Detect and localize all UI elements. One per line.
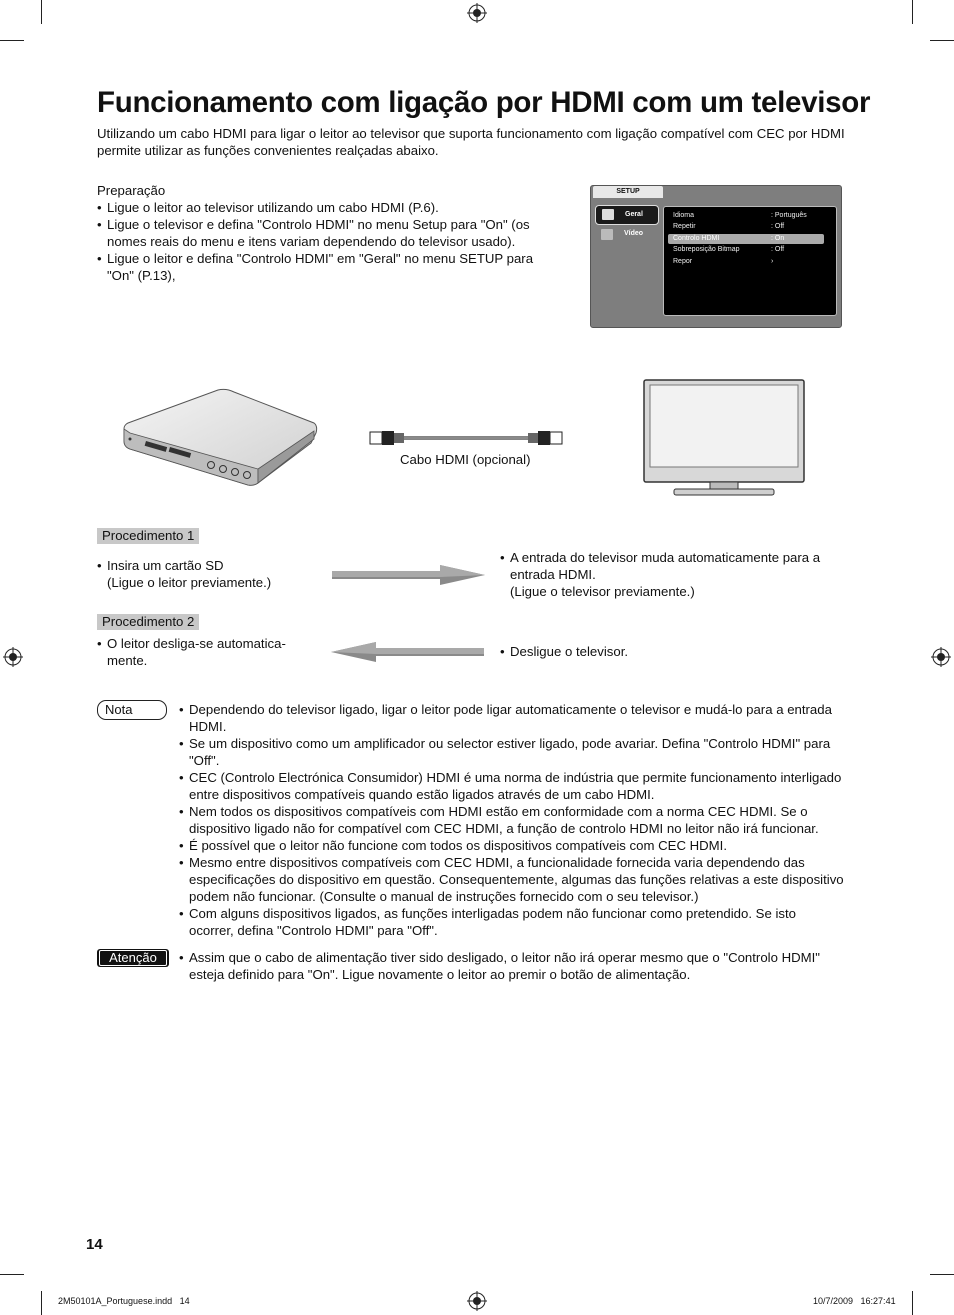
note-label: Nota	[105, 702, 133, 717]
setup-row-key: Idioma	[673, 212, 695, 219]
procedure-2-right-text	[500, 643, 850, 660]
caution-item: • Assim que o cabo de alimentação tiver sido desligado, o leitor não irá operar mesmo que o "Controlo HDMI" esteja definido para "On". Ligue novamente o leitor ao premir o botão de alimentação.	[179, 949, 844, 983]
registration-mark-icon	[467, 3, 487, 23]
notes-list	[179, 701, 844, 939]
registration-mark-icon	[3, 647, 23, 667]
note-item: • Dependendo do televisor ligado, ligar o leitor pode ligar automaticamente o televisor e mudá-lo para a entrada HDMI.	[179, 701, 844, 735]
page-title: Funcionamento com ligação por HDMI com um televisor	[97, 86, 871, 119]
hdmi-cable-illustration	[368, 428, 568, 448]
footer-date: 10/7/2009 16:27:41	[813, 1296, 896, 1306]
note-item: • É possível que o leitor não funcione com todos os dispositivos compatíveis com CEC HDMI.	[179, 837, 844, 854]
crop-mark	[0, 40, 24, 41]
note-item: • Com alguns dispositivos ligados, as funções interligadas podem não funcionar como pretendido. Se isto ocorrer, defina "Controlo HDMI" para "Off".	[179, 905, 844, 939]
note-label-box	[97, 700, 167, 720]
registration-mark-icon	[467, 1291, 487, 1311]
procedure-1-right-text	[500, 549, 850, 600]
setup-row-key: Repor	[673, 258, 693, 265]
setup-row-value: : Off	[771, 246, 785, 253]
procedure-2-right-line: • Desligue o televisor.	[500, 643, 850, 660]
procedure-1-left-line: (Ligue o leitor previamente.)	[107, 575, 272, 590]
television-illustration	[642, 378, 806, 498]
crop-mark	[912, 0, 913, 24]
procedure-2-left-text	[97, 635, 317, 669]
caution-text	[179, 949, 844, 983]
film-icon	[601, 229, 613, 240]
setup-row-value: : On	[771, 235, 785, 242]
setup-row-key: Controlo HDMI	[673, 235, 720, 242]
page-number: 14	[86, 1236, 103, 1253]
preparation-item: • Ligue o televisor e defina "Controlo HDMI" no menu Setup para "On" (os nomes reais do menu e itens variam dependendo do televisor usado).	[97, 216, 547, 250]
procedure-2-left-line: O leitor desliga-se automatica-	[107, 636, 286, 651]
setup-row-value: ›	[771, 258, 774, 265]
intro-text: Utilizando um cabo HDMI para ligar o leitor ao televisor que suporta funcionamento com ligação compatível com CEC por HDMI permite utilizar as funções convenientes realçadas abaixo.	[97, 126, 845, 158]
preparation-heading: Preparação	[97, 183, 166, 198]
menu-item-label: Geral	[625, 211, 643, 218]
setup-row	[668, 222, 824, 232]
setup-row-selected	[668, 234, 824, 244]
crop-mark	[0, 1274, 24, 1275]
setup-row	[668, 245, 824, 255]
footer-file: 2M50101A_Portuguese.indd 14	[58, 1296, 190, 1306]
setup-row-key: Sobreposição Bitmap	[673, 246, 740, 253]
setup-row-value: : Português	[771, 212, 807, 219]
menu-item-label: Vídeo	[624, 230, 644, 237]
note-item: • CEC (Controlo Electrónica Consumidor) HDMI é uma norma de indústria que permite funcionamento interligado entre dispositivos compatíveis quando estão ligados através de um cabo HDMI.	[179, 769, 844, 803]
procedure-1-right-line: (Ligue o televisor previamente.)	[510, 584, 695, 599]
general-settings-icon	[602, 209, 614, 220]
procedure-1-label: Procedimento 1	[97, 528, 199, 544]
crop-mark	[41, 0, 42, 24]
note-item: • Mesmo entre dispositivos compatíveis com CEC HDMI, a funcionalidade fornecida varia dependendo das especificações do dispositivo em questão. Consequentemente, algumas das funções relativas a este dispositivo podem não funcionar. (Consulte o manual de instruções fornecido com o seu televisor.)	[179, 854, 844, 905]
caution-label-box	[97, 949, 169, 967]
setup-row	[668, 257, 824, 267]
procedure-1-right-line: entrada HDMI.	[510, 567, 596, 582]
crop-mark	[930, 1274, 954, 1275]
media-player-illustration	[118, 385, 323, 490]
preparation-item: • Ligue o leitor e defina "Controlo HDMI" em "Geral" no menu SETUP para "On" (P.13),	[97, 250, 547, 284]
setup-options-panel	[663, 206, 837, 316]
menu-item-geral	[595, 205, 659, 225]
arrow-left-icon	[330, 642, 486, 662]
setup-tab: SETUP	[593, 186, 663, 198]
procedure-1-left-text	[97, 557, 317, 591]
note-item: • Nem todos os dispositivos compatíveis com HDMI estão em conformidade com a norma CEC HDMI. Se o dispositivo ligado não for compatível com CEC HDMI, a função de controlo HDMI no leitor não irá funcionar.	[179, 803, 844, 837]
cable-label: Cabo HDMI (opcional)	[400, 452, 531, 467]
procedure-2-left-line: mente.	[107, 653, 148, 668]
setup-row-value: : Off	[771, 223, 785, 230]
setup-row-key: Repetir	[673, 223, 696, 230]
arrow-right-icon	[330, 565, 486, 585]
preparation-section	[97, 182, 547, 284]
preparation-item: • Ligue o leitor ao televisor utilizando um cabo HDMI (P.6).	[97, 199, 547, 216]
crop-mark	[41, 1291, 42, 1315]
menu-item-video	[595, 226, 657, 244]
note-item: • Se um dispositivo como um amplificador ou selector estiver ligado, pode avariar. Defina "Controlo HDMI" para "Off".	[179, 735, 844, 769]
crop-mark	[912, 1291, 913, 1315]
caution-label: Atenção	[99, 950, 167, 966]
procedure-2-label: Procedimento 2	[97, 614, 199, 630]
procedure-1-left-line: Insira um cartão SD	[107, 558, 224, 573]
setup-row	[668, 211, 824, 221]
setup-screen	[590, 185, 842, 328]
crop-mark	[930, 40, 954, 41]
procedure-1-right-line: A entrada do televisor muda automaticamente para a	[510, 550, 821, 565]
registration-mark-icon	[931, 647, 951, 667]
